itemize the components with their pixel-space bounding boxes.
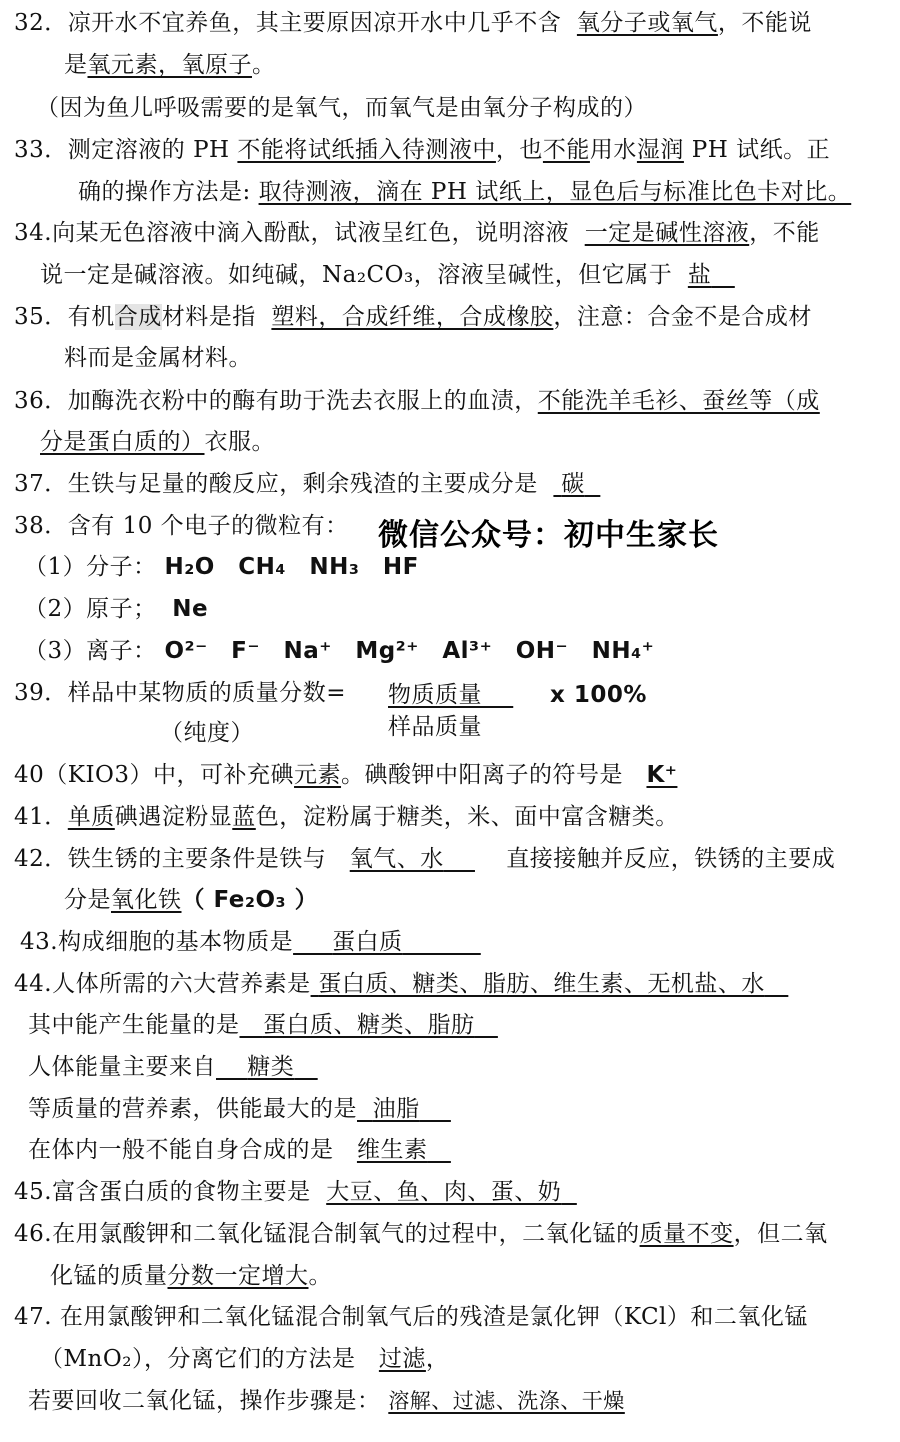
- q47-text3: 若要回收二氧化锰，操作步骤是：: [28, 1388, 381, 1414]
- q38-line: [14, 511, 349, 541]
- q38-molecules-label: （1）分子：: [24, 554, 157, 580]
- q44-text3: 人体能量主要来自: [28, 1054, 216, 1080]
- q44-text5: 在体内一般不能自身合成的是: [28, 1137, 334, 1163]
- q35-answer: 塑料，合成纤维，合成橡胶: [271, 304, 554, 330]
- q42-answer2: 氧化铁: [111, 887, 182, 913]
- q42-text2: 直接接触并反应，铁锈的主要成: [506, 846, 836, 872]
- ion-al: Al³⁺: [442, 638, 493, 664]
- q47-line3: [28, 1386, 625, 1416]
- q36-line2: [40, 427, 275, 457]
- q44-answer1: 蛋白质、糖类、脂肪、维生素、无机盐、水: [318, 971, 765, 997]
- q38-text: 38．含有 10 个电子的微粒有：: [14, 513, 349, 539]
- q39-denominator-text: 样品质量: [388, 714, 482, 740]
- q35-highlight: 合成: [114, 304, 162, 330]
- q39-denominator: [388, 712, 482, 742]
- q41-text2: 色，淀粉属于糖类，米、面中富含糖类。: [255, 804, 679, 830]
- q44-text4: 等质量的营养素，供能最大的是: [28, 1096, 357, 1122]
- q45-line: [14, 1177, 577, 1207]
- q36-text: 36．加酶洗衣粉中的酶有助于洗去衣服上的血渍，: [14, 388, 538, 414]
- q38-atoms: [24, 594, 208, 624]
- q45-answer: 大豆、鱼、肉、蛋、奶: [326, 1179, 562, 1205]
- q38-ions: [24, 636, 654, 666]
- ion-mg: Mg²⁺: [355, 638, 419, 664]
- q46-line2: [50, 1261, 332, 1291]
- q33-answer2: 不能: [542, 137, 590, 163]
- q47-line1: [14, 1302, 808, 1332]
- q34-text2: ，不能: [749, 220, 820, 246]
- q40-answer2: K⁺: [646, 762, 678, 788]
- q40-answer1: 元素: [294, 762, 342, 788]
- q39-numerator-text: 物质质量: [388, 682, 482, 708]
- q40-line: [14, 760, 677, 790]
- q32-text: 32．凉开水不宜养鱼，其主要原因凉开水中几乎不含: [14, 10, 562, 36]
- q33-line1: [14, 135, 830, 165]
- q39-text: 39．样品中某物质的质量分数=: [14, 680, 347, 706]
- q42-formula: （ Fe₂O₃ ）: [181, 887, 319, 913]
- q46-line1: [14, 1219, 828, 1249]
- ion-o2: O²⁻: [164, 638, 208, 664]
- q46-answer2: 分数一定增大: [167, 1263, 309, 1289]
- q35-text2: 材料是指: [161, 304, 256, 330]
- q42-line2: [64, 885, 318, 915]
- q47-text: 47. 在用氯酸钾和二氧化锰混合制氧气后的残渣是氯化钾（KCl）和二氧化锰: [14, 1304, 808, 1330]
- q36-line1: [14, 386, 820, 416]
- q44-text2: 其中能产生能量的是: [28, 1012, 240, 1038]
- q32-period: 。: [252, 52, 276, 78]
- ion-na: Na⁺: [283, 638, 332, 664]
- q33-text: 33．测定溶液的 PH: [14, 137, 238, 163]
- q39-line1: [14, 678, 346, 708]
- q34-answer1: 一定是碱性溶液: [584, 220, 750, 246]
- q44-answer3: 糖类: [247, 1054, 295, 1080]
- q47-text2: （MnO₂），分离它们的方法是: [40, 1346, 356, 1372]
- q33-line2: [78, 177, 851, 207]
- q43-line: [20, 927, 481, 957]
- q39-purity-text: （纯度）: [160, 720, 254, 746]
- q34-text: 34.向某无色溶液中滴入酚酞，试液呈红色，说明溶液: [14, 220, 570, 246]
- q34-line1: [14, 218, 820, 248]
- q39-purity: [160, 718, 254, 748]
- q44-answer4: 油脂: [372, 1096, 420, 1122]
- q44-answer2: 蛋白质、糖类、脂肪: [262, 1012, 475, 1038]
- q42-line1: [14, 844, 835, 874]
- q39-numerator: [388, 680, 513, 710]
- q46-answer1: 质量不变: [639, 1221, 734, 1247]
- q41-text: 碘遇淀粉显: [114, 804, 233, 830]
- q46-text3: 化锰的质量: [50, 1263, 168, 1289]
- q32-line1: [14, 8, 812, 38]
- q47-line2: [40, 1344, 449, 1374]
- q33-text4: PH 试纸。正: [683, 137, 831, 163]
- q44-line5: [28, 1135, 451, 1165]
- q46-text: 46.在用氯酸钾和二氧化锰混合制氧气的过程中，二氧化锰的: [14, 1221, 640, 1247]
- ion-oh: OH⁻: [515, 638, 569, 664]
- q33-text2: ，也: [495, 137, 543, 163]
- q39-factor: [550, 680, 647, 710]
- q36-answer2: 分是蛋白质的）: [40, 429, 205, 455]
- q35-line2: [64, 343, 252, 373]
- ion-f: F⁻: [231, 638, 261, 664]
- q33-text3: 用水: [589, 137, 637, 163]
- q33-answer3: 湿润: [636, 137, 684, 163]
- q38-ions-label: （3）离子：: [24, 638, 157, 664]
- q32-line2: [64, 50, 276, 80]
- q42-text3: 分是: [64, 887, 111, 913]
- q44-text: 44.人体所需的六大营养素是: [14, 971, 311, 997]
- q37-line: [14, 469, 600, 499]
- q41-line: [14, 802, 679, 832]
- q46-text2: ，但二氧: [733, 1221, 828, 1247]
- q32-note-text: （因为鱼儿呼吸需要的是氧气，而氧气是由氧分子构成的）: [36, 95, 647, 121]
- q41-answer2: 蓝: [232, 804, 256, 830]
- q43-answer: 蛋白质: [332, 929, 403, 955]
- q45-text: 45.富含蛋白质的食物主要是: [14, 1179, 311, 1205]
- q46-period: 。: [308, 1263, 332, 1289]
- q40-text: 40（KIO3）中，可补充碘: [14, 762, 295, 788]
- q41-num: 41．: [14, 804, 68, 830]
- q38-molecules: [24, 552, 419, 582]
- q44-line2: [28, 1010, 498, 1040]
- q36-text2: 衣服。: [204, 429, 275, 455]
- q32-text-tail: ，不能说: [717, 10, 812, 36]
- q36-answer1: 不能洗羊毛衫、蚕丝等（成: [537, 388, 820, 414]
- q37-text: 37．生铁与足量的酸反应，剩余残渣的主要成分是: [14, 471, 538, 497]
- q44-line3: [28, 1052, 318, 1082]
- q34-line2: [40, 260, 735, 290]
- ion-nh4: NH₄⁺: [591, 638, 655, 664]
- formula-ch4: CH₄: [238, 554, 286, 580]
- q32-note: [36, 93, 647, 123]
- formula-hf: HF: [382, 554, 419, 580]
- q32-text2: 是: [64, 52, 88, 78]
- q35-line1: [14, 302, 812, 332]
- q47-answer2: 溶解、过滤、洗涤、干燥: [388, 1389, 625, 1413]
- q44-line4: [28, 1094, 451, 1124]
- q35-text3: ，注意：合金不是合成材: [553, 304, 812, 330]
- q37-answer: 碳: [561, 471, 585, 497]
- q47-comma: ，: [425, 1346, 450, 1372]
- q41-answer1: 单质: [67, 804, 115, 830]
- q35-text: 35．有机: [14, 304, 115, 330]
- formula-h2o: H₂O: [164, 554, 215, 580]
- q43-text: 43.构成细胞的基本物质是: [20, 929, 294, 955]
- q47-answer1: 过滤: [378, 1346, 426, 1372]
- q39-factor-text: x 100%: [550, 682, 647, 708]
- q44-line1: [14, 969, 788, 999]
- q34-text3: 说一定是碱溶液。如纯碱，Na₂CO₃，溶液呈碱性，但它属于: [40, 262, 673, 288]
- q34-answer2: 盐: [687, 262, 712, 288]
- formula-ne: Ne: [172, 596, 209, 622]
- q38-atoms-label: （2）原子；: [24, 596, 157, 622]
- q42-answer: 氧气、水: [349, 846, 444, 872]
- q40-text2: 。碘酸钾中阳离子的符号是: [341, 762, 624, 788]
- watermark: 微信公众号：初中生家长: [378, 518, 719, 553]
- formula-nh3: NH₃: [309, 554, 360, 580]
- q32-answer: 氧分子或氧气: [576, 10, 718, 36]
- q44-answer5: 维生素: [356, 1137, 428, 1163]
- q35-text4: 料而是金属材料。: [64, 345, 252, 371]
- q33-answer4: 取待测液，滴在 PH 试纸上，显色后与标准比色卡对比。: [258, 179, 852, 205]
- q33-text5: 确的操作方法是:: [78, 179, 251, 205]
- q33-answer1: 不能将试纸插入待测液中: [237, 137, 496, 163]
- q42-text: 42．铁生锈的主要条件是铁与: [14, 846, 327, 872]
- q32-answer2: 氧元素，氧原子: [87, 52, 252, 78]
